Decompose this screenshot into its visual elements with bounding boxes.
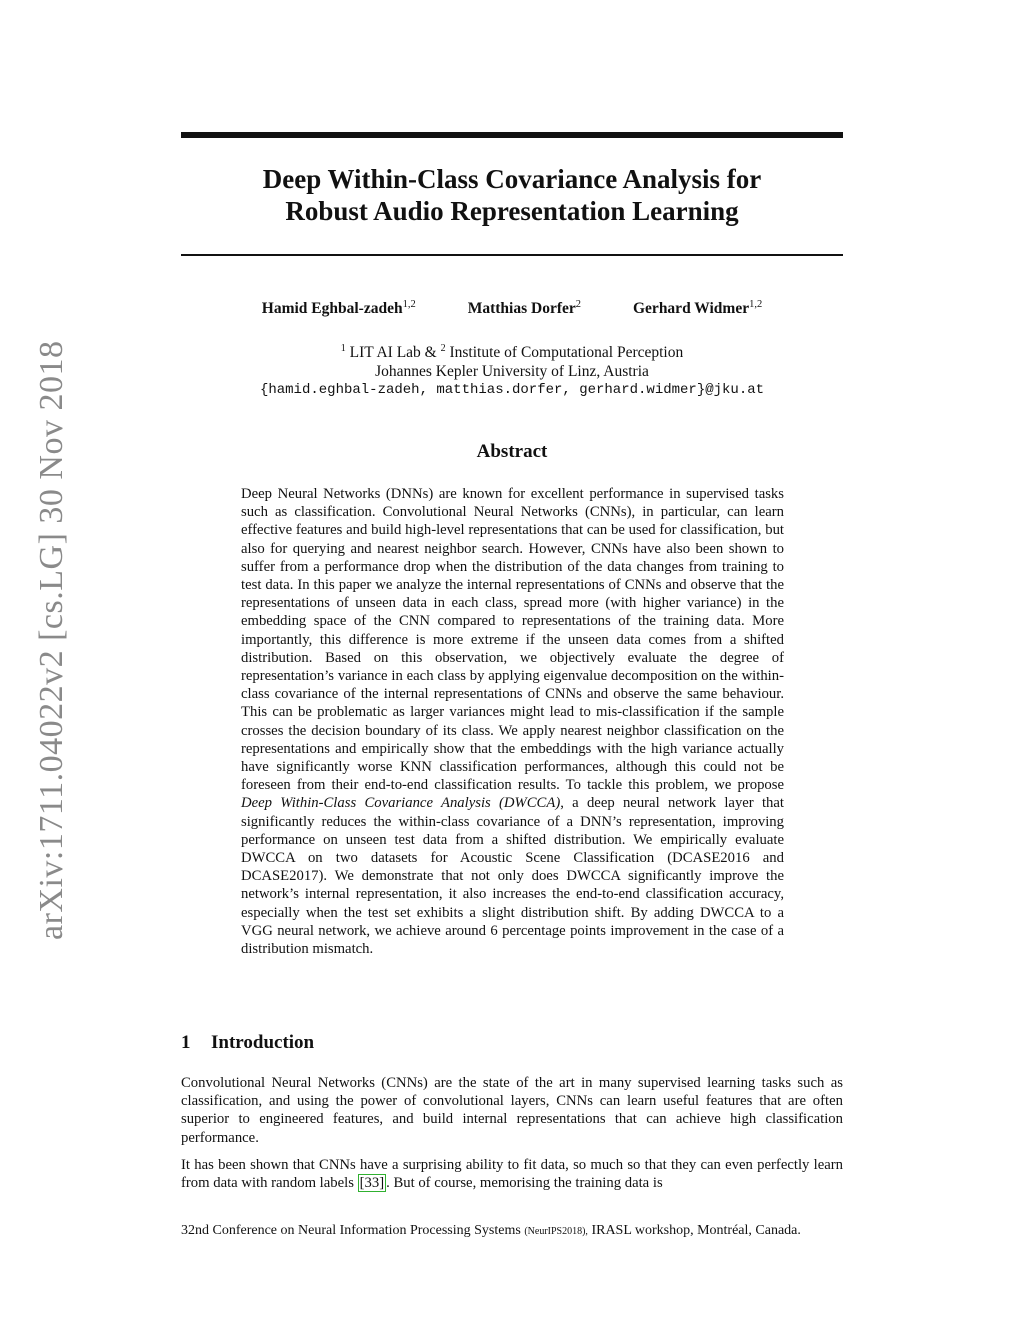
intro-text: . But of course, memorising the training data is [386, 1175, 663, 1192]
author-3 [633, 299, 762, 318]
title-line-2: Robust Audio Representation Learning [285, 196, 739, 226]
author-list [181, 299, 843, 318]
citation-link[interactable]: [33] [359, 1175, 385, 1192]
affil-lab: LIT AI Lab & [345, 344, 441, 362]
author-affil-marker: 1,2 [749, 299, 763, 310]
author-name: Gerhard Widmer [633, 300, 750, 318]
intro-paragraph-2 [181, 1156, 843, 1192]
title-rule-top [181, 132, 843, 138]
conference-footer [181, 1223, 853, 1239]
footer-text: 32nd Conference on Neural Information Processing Systems [181, 1223, 525, 1238]
section-title: Introduction [211, 1032, 315, 1053]
paper-title [181, 163, 843, 227]
author-name: Matthias Dorfer [467, 300, 576, 318]
section-heading-introduction [181, 1032, 314, 1054]
author-name: Hamid Eghbal-zadeh [261, 300, 403, 318]
author-1 [262, 299, 416, 318]
affiliation-block [181, 339, 843, 400]
footer-venue: (NeurIPS2018), [524, 1226, 588, 1237]
introduction-body [181, 1074, 843, 1201]
abstract-text-2: , a deep neural network layer that significantly reduces the within-class covariance of a DNN’s representation, improving performance on unseen test data from a shifted distribution. We empirically evaluate DWCCA on two datasets for Acoustic Scene Classification (DCASE2016 and DCASE2017). We demonstrate that not only does DWCCA significantly improve the network’s internal representation, it also increases the end-to-end classification accuracy, especially when the test set exhibits a slight distribution shift. By adding DWCCA to a VGG neural network, we achieve around 6 percentage points improvement in the case of a distribution mismatch. [241, 795, 784, 958]
author-affil-marker: 2 [575, 299, 581, 310]
author-2 [468, 299, 581, 318]
affil-sup-1: 1 [340, 343, 346, 354]
section-number: 1 [181, 1032, 191, 1053]
author-emails: {hamid.eghbal-zadeh, matthias.dorfer, gerhard.widmer}@jku.at [259, 382, 765, 399]
intro-paragraph-1: Convolutional Neural Networks (CNNs) are the state of the art in many supervised learning tasks such as classification, and using the power of convolutional layers, CNNs can learn useful features that are often superior to engineered features, and build internal representations that can achieve high classification performance. [181, 1075, 843, 1146]
abstract-emphasis: Deep Within-Class Covariance Analysis (DWCCA) [241, 795, 561, 812]
footer-text: IRASL workshop, Montréal, Canada. [587, 1223, 801, 1238]
abstract-heading: Abstract [476, 441, 548, 462]
affiliation-university: Johannes Kepler University of Linz, Austria [375, 363, 649, 381]
title-line-1: Deep Within-Class Covariance Analysis for [262, 164, 762, 194]
title-rule-bottom [181, 254, 843, 256]
abstract-text-1: Deep Neural Networks (DNNs) are known for excellent performance in supervised tasks such as classification. Convolutional Neural Networks (CNNs), in particular, can learn effective features and build high-level representations that can be used for classification, but also for querying and nearest neighbor search. However, CNNs have also been shown to suffer from a performance drop when the distribution of the data changes from training to test data. In this paper we analyze the internal representations of CNNs and observe that the representations of unseen data in each class, spread more (with higher variance) in the embedding space of the CNN compared to representations of the training data. More importantly, this difference is more extreme if the unseen data comes from a shifted distribution. Based on this observation, we objectively evaluate the degree of representation’s variance in each class by applying eigenvalue decomposition on the within-class covariance of the internal representations of CNNs and observe the same behaviour. This can be problematic as larger variances might lead to mis-classification if the sample crosses the decision boundary of its class. We apply nearest neighbor classification on the representations and empirically show that the embeddings with the high variance actually have significantly worse KNN classification performances, although this could not be foreseen from their end-to-end classification results. To tackle this problem, we propose [241, 486, 784, 794]
author-affil-marker: 1,2 [402, 299, 416, 310]
affiliation-line-1 [181, 339, 843, 362]
affil-sup-2: 2 [440, 343, 446, 354]
affil-institute: Institute of Computational Perception [445, 344, 684, 362]
arxiv-stamp: arXiv:1711.04022v2 [cs.LG] 30 Nov 2018 [33, 340, 70, 940]
intro-text: It has been shown that CNNs have a surprising ability to fit data, so much so that they can even perfectly learn from data with random labels [181, 1156, 843, 1192]
abstract-body [241, 485, 784, 958]
